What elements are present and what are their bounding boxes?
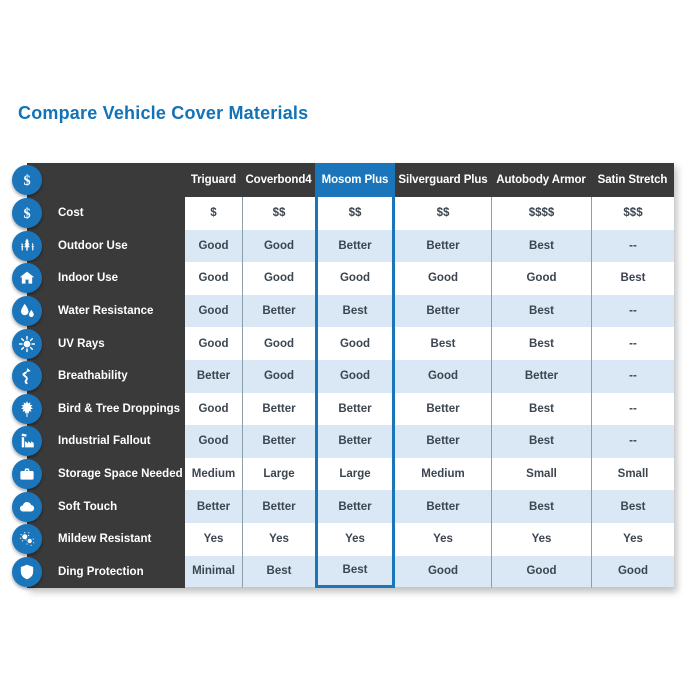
row-label-uv-rays (27, 327, 185, 360)
column-header-autobody-armor: Autobody Armor (491, 163, 591, 197)
cell-indoor-use-autobody-armor: Good (491, 262, 591, 295)
cell-indoor-use-coverbond4: Good (242, 262, 315, 295)
cell-ding-protection-coverbond4: Best (242, 556, 315, 589)
cell-outdoor-use-triguard: Good (185, 230, 242, 263)
cell-uv-rays-coverbond4: Good (242, 327, 315, 360)
suitcase-icon (12, 459, 42, 489)
cell-water-resistance-satin-stretch: -- (591, 295, 674, 328)
cell-indoor-use-mosom-plus: Good (315, 262, 395, 295)
row-label-text: Ding Protection (58, 565, 144, 578)
row-label-storage-space-needed (27, 458, 185, 491)
row-label-text: Water Resistance (58, 305, 154, 318)
cell-industrial-fallout-coverbond4: Better (242, 425, 315, 458)
column-header-coverbond4: Coverbond4 (242, 163, 315, 197)
cell-cost-mosom-plus: $$ (315, 197, 395, 230)
cell-cost-silverguard-plus: $$ (395, 197, 491, 230)
cell-soft-touch-autobody-armor: Best (491, 490, 591, 523)
row-label-soft-touch (27, 490, 185, 523)
cell-mildew-resistant-silverguard-plus: Yes (395, 523, 491, 556)
cell-breathability-coverbond4: Good (242, 360, 315, 393)
row-label-text: Storage Space Needed (58, 468, 183, 481)
column-header-triguard: Triguard (185, 163, 242, 197)
cell-uv-rays-autobody-armor: Best (491, 327, 591, 360)
cell-soft-touch-satin-stretch: Best (591, 490, 674, 523)
cell-ding-protection-silverguard-plus: Good (395, 556, 491, 589)
house-icon (12, 263, 42, 293)
row-label-text: Bird & Tree Droppings (58, 402, 181, 415)
cell-breathability-satin-stretch: -- (591, 360, 674, 393)
cell-mildew-resistant-coverbond4: Yes (242, 523, 315, 556)
row-label-text: Indoor Use (58, 272, 119, 285)
cell-industrial-fallout-satin-stretch: -- (591, 425, 674, 458)
cell-cost-triguard: $ (185, 197, 242, 230)
factory-icon (12, 426, 42, 456)
cell-storage-space-needed-triguard: Medium (185, 458, 242, 491)
cell-water-resistance-mosom-plus: Best (315, 295, 395, 328)
cell-ding-protection-mosom-plus: Best (315, 556, 395, 589)
cell-storage-space-needed-autobody-armor: Small (491, 458, 591, 491)
cell-soft-touch-mosom-plus: Better (315, 490, 395, 523)
row-label-breathability (27, 360, 185, 393)
column-header-silverguard-plus: Silverguard Plus (395, 163, 491, 197)
cell-bird-tree-droppings-triguard: Good (185, 393, 242, 426)
row-label-industrial-fallout (27, 425, 185, 458)
table-corner-cell (23, 163, 185, 197)
cell-breathability-triguard: Better (185, 360, 242, 393)
row-label-text: Cost (58, 207, 84, 220)
cell-bird-tree-droppings-mosom-plus: Better (315, 393, 395, 426)
column-header-satin-stretch: Satin Stretch (591, 163, 674, 197)
page-title: Compare Vehicle Cover Materials (18, 103, 309, 123)
water-drops-icon (12, 296, 42, 326)
cell-outdoor-use-satin-stretch: -- (591, 230, 674, 263)
cell-outdoor-use-silverguard-plus: Better (395, 230, 491, 263)
cell-ding-protection-satin-stretch: Good (591, 556, 674, 589)
row-label-text: UV Rays (58, 337, 105, 350)
column-header-mosom-plus: Mosom Plus (315, 163, 395, 197)
cell-industrial-fallout-triguard: Good (185, 425, 242, 458)
cell-mildew-resistant-autobody-armor: Yes (491, 523, 591, 556)
cell-cost-coverbond4: $$ (242, 197, 315, 230)
svg-text:$: $ (23, 206, 31, 223)
cell-soft-touch-coverbond4: Better (242, 490, 315, 523)
cell-indoor-use-satin-stretch: Best (591, 262, 674, 295)
row-label-bird-tree-droppings (27, 393, 185, 426)
cell-bird-tree-droppings-satin-stretch: -- (591, 393, 674, 426)
cell-water-resistance-coverbond4: Better (242, 295, 315, 328)
cell-mildew-resistant-satin-stretch: Yes (591, 523, 674, 556)
cell-water-resistance-silverguard-plus: Better (395, 295, 491, 328)
cell-industrial-fallout-silverguard-plus: Better (395, 425, 491, 458)
row-label-text: Industrial Fallout (58, 435, 151, 448)
dollar-icon (12, 165, 42, 195)
row-label-indoor-use (27, 262, 185, 295)
cell-uv-rays-triguard: Good (185, 327, 242, 360)
cell-bird-tree-droppings-coverbond4: Better (242, 393, 315, 426)
cell-outdoor-use-mosom-plus: Better (315, 230, 395, 263)
row-label-cost (23, 197, 185, 230)
cell-breathability-autobody-armor: Better (491, 360, 591, 393)
row-label-text: Soft Touch (58, 500, 118, 513)
cell-industrial-fallout-mosom-plus: Better (315, 425, 395, 458)
cell-mildew-resistant-triguard: Yes (185, 523, 242, 556)
trees-icon (12, 231, 42, 261)
cell-breathability-mosom-plus: Good (315, 360, 395, 393)
row-label-text: Breathability (58, 370, 128, 383)
cell-cost-satin-stretch: $$$ (591, 197, 674, 230)
cell-storage-space-needed-silverguard-plus: Medium (395, 458, 491, 491)
cell-bird-tree-droppings-silverguard-plus: Better (395, 393, 491, 426)
cell-uv-rays-mosom-plus: Good (315, 327, 395, 360)
shield-icon (12, 557, 42, 587)
dollar-icon (12, 198, 42, 228)
row-label-ding-protection (27, 556, 185, 589)
cell-storage-space-needed-coverbond4: Large (242, 458, 315, 491)
svg-text:$: $ (23, 172, 31, 189)
cell-water-resistance-triguard: Good (185, 295, 242, 328)
cell-breathability-silverguard-plus: Good (395, 360, 491, 393)
sun-icon (12, 329, 42, 359)
cell-mildew-resistant-mosom-plus: Yes (315, 523, 395, 556)
row-label-water-resistance (27, 295, 185, 328)
cell-bird-tree-droppings-autobody-armor: Best (491, 393, 591, 426)
compare-table (23, 163, 674, 588)
cell-soft-touch-triguard: Better (185, 490, 242, 523)
cell-outdoor-use-autobody-armor: Best (491, 230, 591, 263)
row-label-mildew-resistant (27, 523, 185, 556)
spores-icon (12, 524, 42, 554)
row-label-text: Mildew Resistant (58, 533, 152, 546)
row-label-outdoor-use (27, 230, 185, 263)
cell-uv-rays-silverguard-plus: Best (395, 327, 491, 360)
cell-indoor-use-triguard: Good (185, 262, 242, 295)
row-label-text: Outdoor Use (58, 239, 128, 252)
cell-storage-space-needed-satin-stretch: Small (591, 458, 674, 491)
airflow-icon (12, 361, 42, 391)
cloud-icon (12, 492, 42, 522)
cell-indoor-use-silverguard-plus: Good (395, 262, 491, 295)
cell-ding-protection-triguard: Minimal (185, 556, 242, 589)
cell-soft-touch-silverguard-plus: Better (395, 490, 491, 523)
cell-outdoor-use-coverbond4: Good (242, 230, 315, 263)
cell-ding-protection-autobody-armor: Good (491, 556, 591, 589)
cell-water-resistance-autobody-armor: Best (491, 295, 591, 328)
cell-cost-autobody-armor: $$$$ (491, 197, 591, 230)
cell-uv-rays-satin-stretch: -- (591, 327, 674, 360)
cell-industrial-fallout-autobody-armor: Best (491, 425, 591, 458)
cell-storage-space-needed-mosom-plus: Large (315, 458, 395, 491)
maple-leaf-icon (12, 394, 42, 424)
